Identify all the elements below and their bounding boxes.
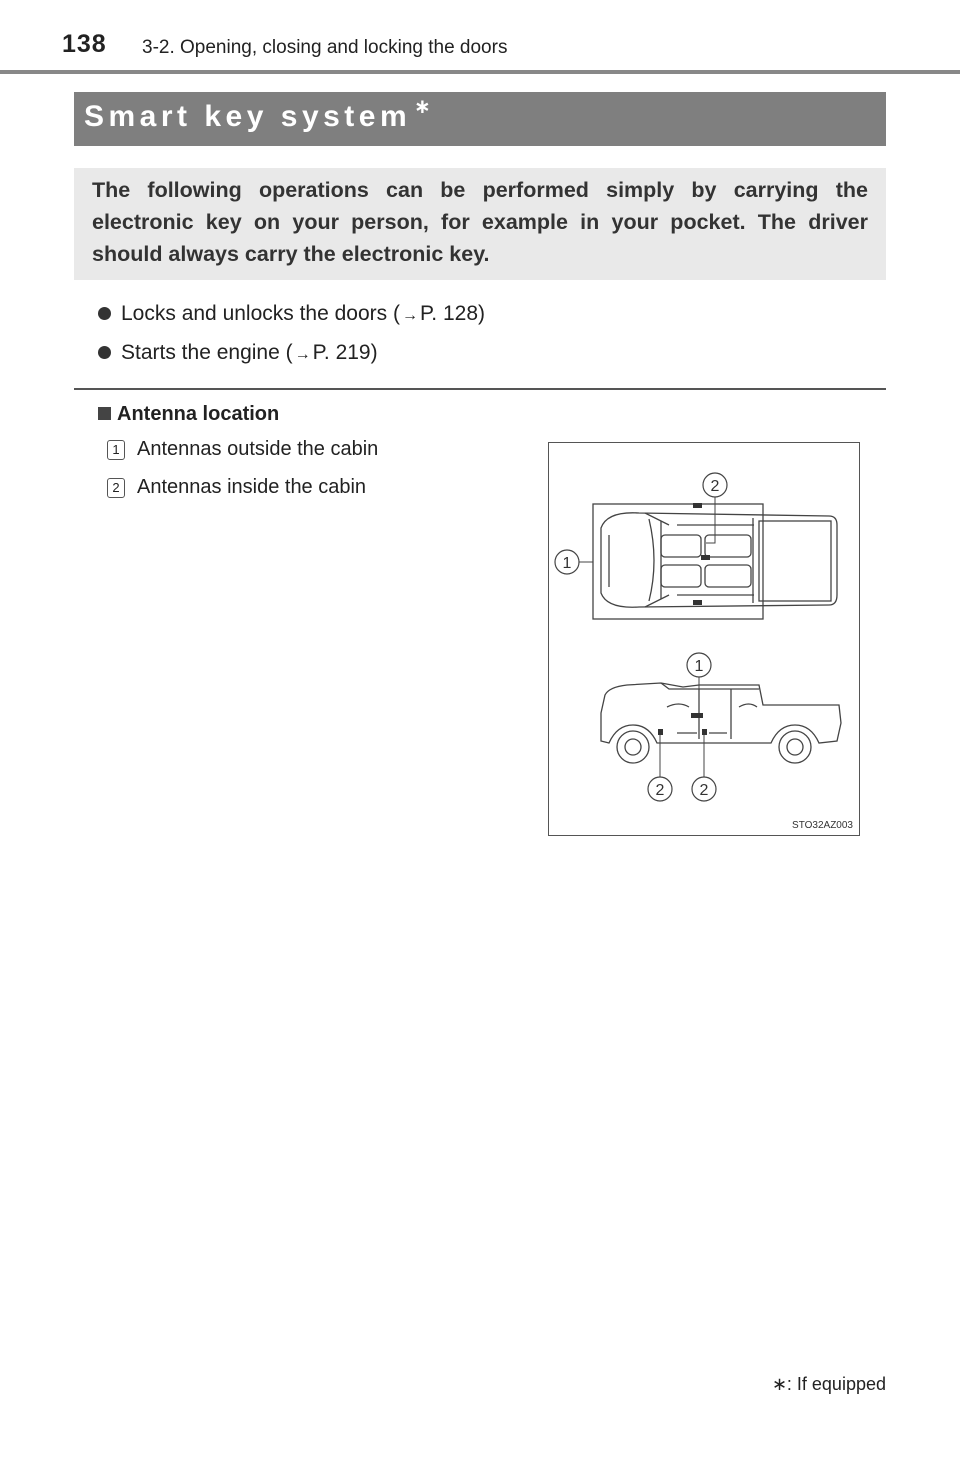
legend-item-inside	[107, 476, 366, 499]
legend-label: Antennas outside the cabin	[137, 438, 379, 460]
top-view-leader-lines	[579, 485, 715, 562]
legend-label: Antennas inside the cabin	[137, 476, 367, 498]
bullet-text: Starts the engine (	[121, 341, 293, 364]
callout-label: 2	[699, 782, 709, 799]
bullet-item-engine	[98, 341, 378, 365]
arrow-right-icon: →	[294, 346, 311, 363]
bullet-item-locks	[98, 302, 485, 326]
figure-code: STO32AZ003	[792, 820, 853, 831]
callout-circles	[555, 473, 727, 801]
section-divider	[74, 388, 886, 390]
bullet-dot-icon	[98, 307, 111, 320]
if-equipped-mark: ∗	[414, 96, 431, 118]
subsection-heading: Antenna location	[98, 403, 279, 426]
header-divider	[0, 70, 960, 74]
intro-box	[74, 168, 886, 280]
truck-diagram	[549, 443, 859, 835]
side-view-antennas	[658, 713, 707, 735]
footnote-text: : If equipped	[786, 1374, 886, 1394]
page-number: 138	[62, 30, 107, 58]
callout-label: 1	[562, 555, 572, 572]
page-reference-link[interactable]: P. 219)	[312, 341, 378, 364]
footnote	[772, 1374, 886, 1395]
callout-label: 1	[694, 658, 704, 675]
square-bullet-icon	[98, 407, 111, 420]
legend-number: 2	[107, 478, 125, 498]
callout-label: 2	[655, 782, 665, 799]
title-banner	[74, 92, 886, 146]
callout-label: 2	[710, 478, 720, 495]
truck-side-view	[601, 683, 841, 763]
section-title: 3-2. Opening, closing and locking the doors	[142, 37, 508, 58]
side-view-leader-lines	[660, 677, 704, 779]
legend-item-outside	[107, 438, 378, 461]
intro-text: The following operations can be performed simply by carrying the electronic key on your person, for example in your pocket. The driver should always carry the electronic key.	[92, 178, 868, 266]
legend-number: 1	[107, 440, 125, 460]
page-reference-link[interactable]: P. 128)	[420, 302, 485, 325]
antenna-location-figure	[548, 442, 860, 836]
bullet-dot-icon	[98, 346, 111, 359]
callout-labels	[563, 478, 720, 799]
bullet-text: Locks and unlocks the doors (	[121, 302, 400, 325]
arrow-right-icon: →	[402, 307, 418, 324]
footnote-mark: ∗	[771, 1374, 787, 1394]
page-title: Smart key system	[84, 100, 412, 133]
